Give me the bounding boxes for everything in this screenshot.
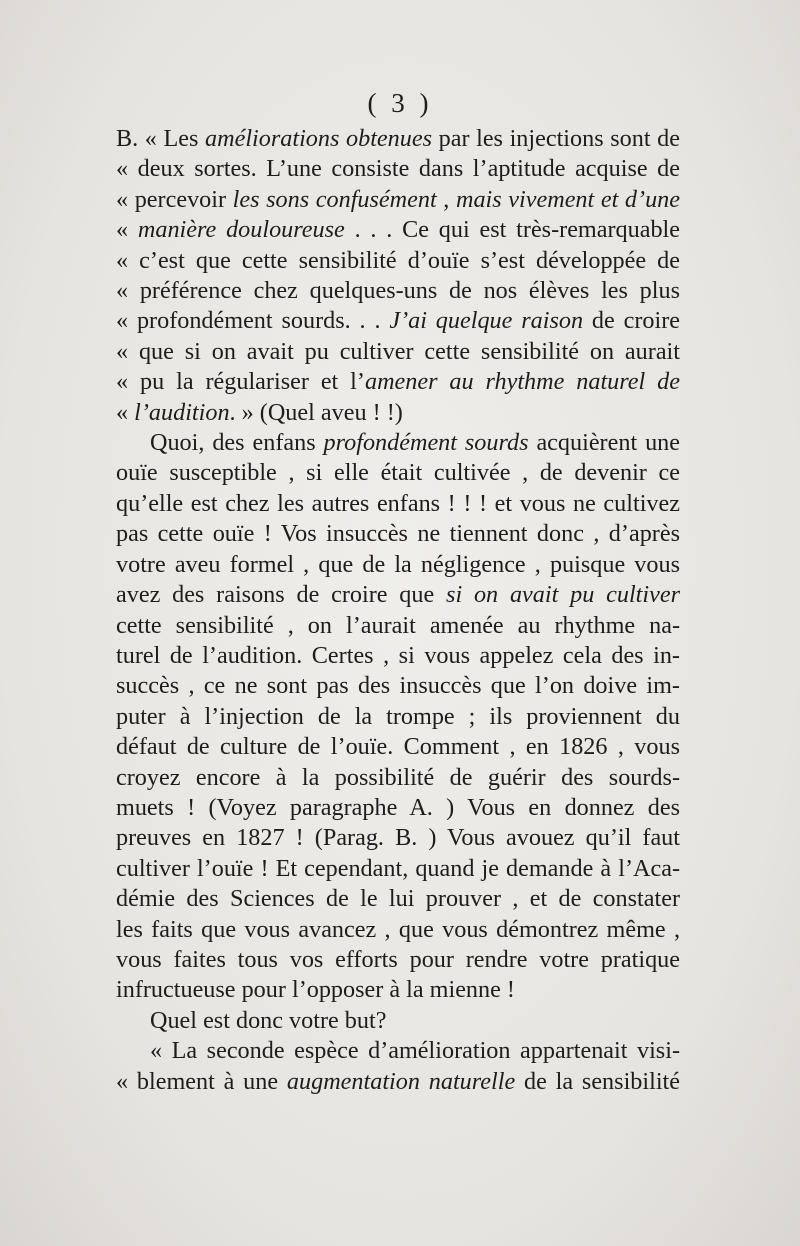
page-number: ( 3 ) [367,88,433,118]
text-segment: défaut de culture de l’ouïe. Comment , en 1826 , vous [116,733,680,761]
text-segment: « [116,398,135,426]
text-segment: de croire [583,307,680,335]
text-segment: cultiver l’ouïe ! Et cependant, quand je demande à l’Aca- [116,854,680,882]
text-line [116,945,680,975]
text-segment: , [436,185,456,213]
text-segment: puter à l’injection de la trompe ; ils proviennent du [116,702,680,730]
text-segment: . . . Ce qui est très-remarquable [344,216,681,244]
text-segment: cette sensibilité , on l’aurait amenée au rhythme na- [116,611,680,639]
italic-text-segment: amener au rhythme naturel de [364,368,680,396]
text-segment: preuves en 1827 ! (Parag. B. ) Vous avouez qu’il faut [116,824,680,852]
italic-text-segment: améliorations obtenues [205,125,432,152]
text-segment: ouïe susceptible , si elle était cultivée , de devenir ce [116,459,680,487]
text-segment: « deux sortes. L’une consiste dans l’aptitude acquise de [116,155,680,183]
text-line [116,489,680,519]
body-text [116,124,680,1097]
text-segment: les faits que vous avancez , que vous démontrez même , [116,915,680,943]
text-line [116,246,680,276]
italic-text-segment: si on avait pu cultiver [446,581,680,609]
text-line [116,215,680,245]
text-segment: croyez encore à la possibilité de guérir des sourds- [116,763,680,791]
text-line [116,1006,680,1036]
text-line [116,276,680,306]
italic-text-segment: manière douloureuse [137,216,345,244]
text-line [116,763,680,793]
italic-text-segment: augmentation naturelle [286,1067,516,1095]
text-segment: « blement à une [116,1067,287,1095]
text-segment: « préférence chez quelques-uns de nos élèves les plus [116,277,680,305]
italic-text-segment: J’ai quelque raison [389,307,584,335]
text-segment: avez des raisons de croire que [116,581,447,609]
text-line [116,975,680,1005]
text-line [116,1036,680,1066]
text-line [116,671,680,701]
text-line [116,702,680,732]
text-line [116,854,680,884]
text-segment: vous faites tous vos efforts pour rendre votre pratique [116,945,680,973]
text-segment: « [116,216,138,244]
text-segment: acquièrent une [528,429,680,457]
text-segment: qu’elle est chez les autres enfans ! ! ! et vous ne cultivez [116,489,680,517]
italic-text-segment: profondément sourds [323,429,529,457]
text-line [116,793,680,823]
text-segment: Quel est donc votre but? [150,1006,387,1034]
text-segment: « profondément sourds. . . [116,307,390,335]
text-line [116,580,680,610]
text-line [116,823,680,853]
text-line [116,915,680,945]
text-line [116,428,680,458]
text-segment: pas cette ouïe ! Vos insuccès ne tiennent donc , d’après [116,520,680,548]
italic-text-segment: mais vivement et d’une [455,185,681,213]
text-line [116,884,680,914]
text-segment: démie des Sciences de le lui prouver , et de constater [116,885,680,913]
text-segment: muets ! (Voyez paragraphe A. ) Vous en donnez des [116,793,680,821]
text-segment: B. « Les [116,125,206,152]
text-segment: « La seconde espèce d’amélioration appartenait visi- [150,1037,680,1065]
text-line [116,611,680,641]
text-line [116,732,680,762]
text-segment: . » (Quel aveu ! !) [229,398,403,426]
italic-text-segment: l’audition [134,398,230,426]
text-line [116,458,680,488]
text-segment: infructueuse pour l’opposer à la mienne ! [116,976,515,1004]
text-segment: « percevoir [116,185,233,213]
text-segment: « pu la régulariser et l’ [116,368,365,396]
text-segment: turel de l’audition. Certes , si vous appelez cela des in- [116,641,680,669]
text-line [116,398,680,428]
text-segment: Quoi, des enfans [150,429,324,457]
text-segment: de la sensibilité [515,1067,680,1095]
text-segment: « c’est que cette sensibilité d’ouïe s’est développée de [116,246,680,274]
text-segment: succès , ce ne sont pas des insuccès que l’on doive im- [116,672,680,700]
text-line [116,1067,680,1097]
text-line [116,367,680,397]
text-line [116,337,680,367]
text-line [116,550,680,580]
text-line [116,185,680,215]
text-line [116,154,680,184]
italic-text-segment: les sons confusément [232,185,437,213]
text-segment: votre aveu formel , que de la négligence , puisque vous [116,550,680,578]
text-line [116,519,680,549]
text-line [116,124,680,154]
text-segment: par les injections sont de [432,125,680,152]
text-segment: « que si on avait pu cultiver cette sensibilité on aurait [116,337,680,365]
text-line [116,641,680,671]
text-line [116,306,680,336]
